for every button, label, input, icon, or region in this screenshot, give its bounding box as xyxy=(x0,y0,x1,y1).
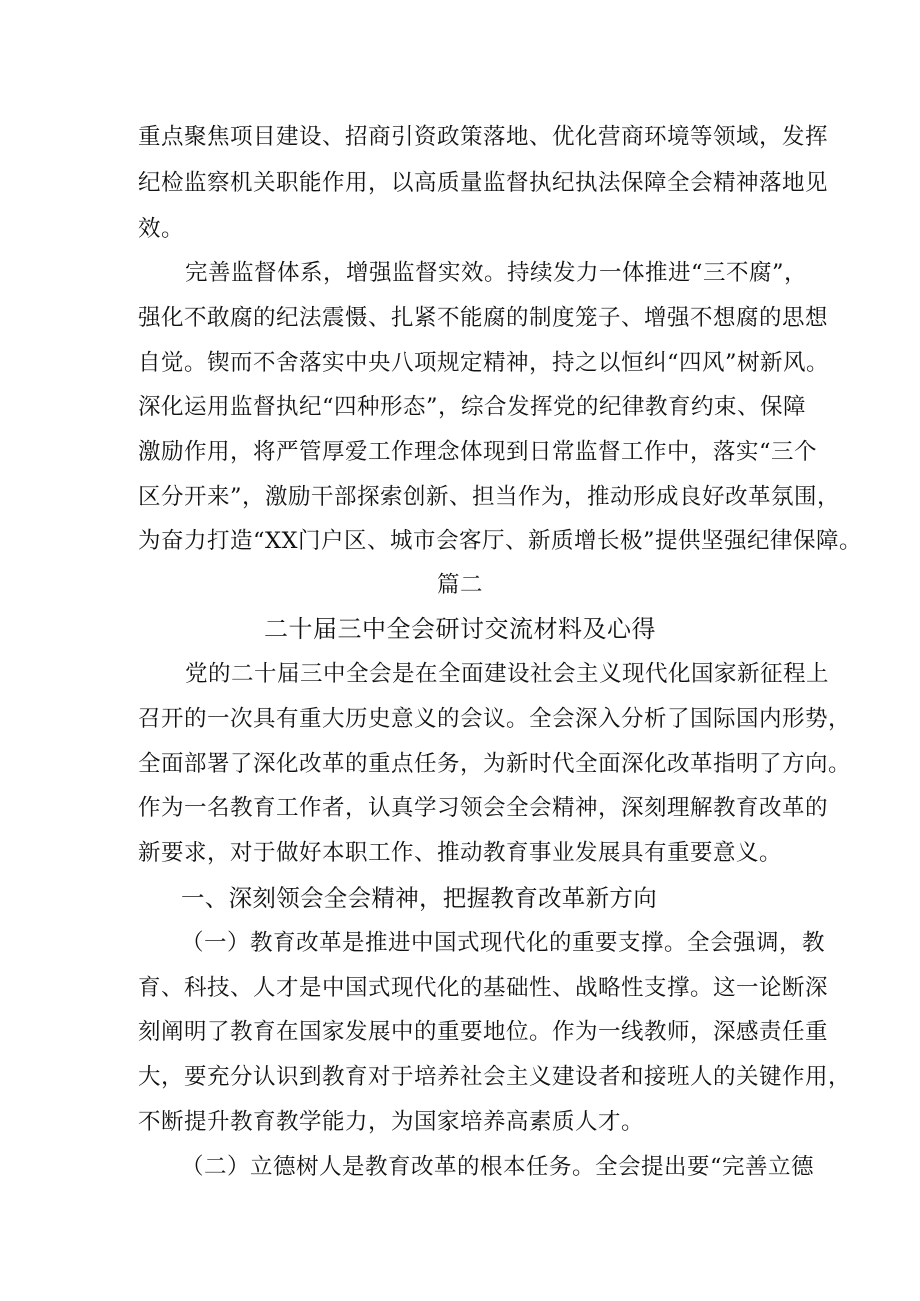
section-heading: 一、深刻领会全会精神，把握教育改革新方向 xyxy=(181,884,657,912)
paragraph-line: 强化不敢腐的纪法震慑、扎紧不能腐的制度笼子、增强不想腐的思想 xyxy=(138,305,829,331)
paragraph-line: 不断提升教育教学能力，为国家培养高素质人才。 xyxy=(138,1109,645,1135)
paragraph-line: （二）立德树人是教育改革的根本任务。全会提出要“完善立德 xyxy=(181,1154,815,1180)
paragraph-line: 新要求，对于做好本职工作、推动教育事业发展具有重要意义。 xyxy=(138,840,783,866)
paragraph-line: 育、科技、人才是中国式现代化的基础性、战略性支撑。这一论断深 xyxy=(138,975,829,1001)
paragraph-line: 自觉。锲而不舍落实中央八项规定精神，持之以恒纠“四风”树新风。 xyxy=(138,350,830,376)
section-label: 篇二 xyxy=(436,572,483,598)
paragraph-line: 深化运用监督执纪“四种形态”，综合发挥党的纪律教育约束、保障 xyxy=(138,394,807,420)
paragraph-line: 效。 xyxy=(138,216,185,242)
paragraph-line: 区分开来”，激励干部探索创新、担当作为，推动形成良好改革氛围， xyxy=(138,484,841,510)
paragraph-line: （一）教育改革是推进中国式现代化的重要支撑。全会强调，教 xyxy=(181,930,826,956)
paragraph-line: 大，要充分认识到教育对于培养社会主义建设者和接班人的关键作用， xyxy=(138,1064,852,1090)
document-title: 二十届三中全会研讨交流材料及心得 xyxy=(264,615,656,643)
paragraph-line: 全面部署了深化改革的重点任务，为新时代全面深化改革指明了方向。 xyxy=(138,751,852,777)
paragraph-line: 完善监督体系，增强监督实效。持续发力一体推进“三不腐”， xyxy=(185,260,808,286)
paragraph-line: 刻阐明了教育在国家发展中的重要地位。作为一线教师，深感责任重 xyxy=(138,1019,829,1045)
paragraph-line: 作为一名教育工作者，认真学习领会全会精神，深刻理解教育改革的 xyxy=(138,795,829,821)
paragraph-line: 重点聚焦项目建设、招商引资政策落地、优化营商环境等领域，发挥 xyxy=(138,124,829,150)
paragraph-line: 党的二十届三中全会是在全面建设社会主义现代化国家新征程上 xyxy=(185,661,830,687)
paragraph-line: 为奋力打造“XX门户区、城市会客厅、新质增长极”提供坚强纪律保障。 xyxy=(138,528,863,554)
paragraph-line: 纪检监察机关职能作用，以高质量监督执纪执法保障全会精神落地见 xyxy=(138,170,829,196)
paragraph-line: 召开的一次具有重大历史意义的会议。全会深入分析了国际国内形势， xyxy=(138,706,852,732)
paragraph-line: 激励作用，将严管厚爱工作理念体现到日常监督工作中，落实“三个 xyxy=(138,439,818,465)
